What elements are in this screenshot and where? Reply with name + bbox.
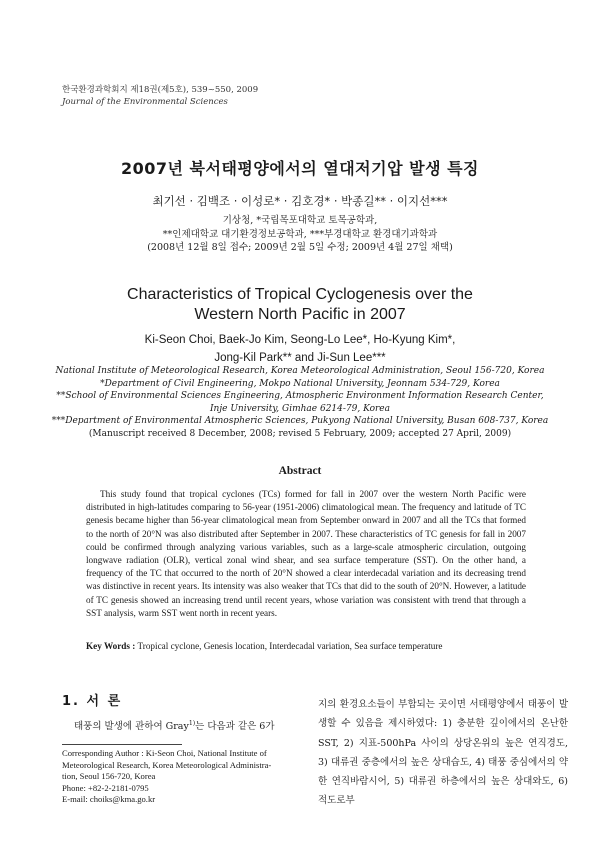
citation-ref: 1) [188,719,196,727]
footnote-email: E-mail: choiks@kma.go.kr [62,794,156,804]
keywords-label: Key Words : [86,641,136,651]
affiliations-korean [0,214,600,255]
authors-korean: 최기선 · 김백조 · 이성로* · 김호경* · 박종길** · 이지선*** [152,194,448,208]
affiliation-en-line: Inje University, Gimhae 6214-79, Korea [210,403,390,414]
keywords-text: Tropical cyclone, Genesis location, Interdecadal variation, Sea surface temperature [137,641,443,651]
affiliation-en-line: ***Department of Environmental Atmospheric Sciences, Pukyong National University, Busan 608-737, Korea [51,416,549,426]
footnote-line: Corresponding Author : Ki-Seon Choi, National Institute of [62,748,267,758]
footnote-line: Phone: +82-2-2181-0795 [62,782,149,793]
intro-paragraph [62,720,307,734]
journal-header [62,84,258,108]
authors-en-line: Ki-Seon Choi, Baek-Jo Kim, Seong-Lo Lee*, Ho-Kyung Kim*, [144,334,456,346]
footnote-divider [62,744,182,745]
authors-en-line: Jong-Kil Park** and Ji-Sun Lee*** [214,352,386,364]
intro-right-column: 지의 환경요소들이 부합되는 곳이면 서태평양에서 태풍이 발생할 수 있음을 제시하였다: 1) 충분한 깊이에서의 온난한 SST, 2) 지표-500hPa 사이의 상당온위의 높은 연직경도, 3) 대류권 중층에서의 높은 상대습도, 4) 태풍 중심에서의 약한 연직바람시어, 5) 대류권 하층에서의 높은 상대와도, 6) 적도로부 [318,699,568,807]
keywords [86,641,546,651]
affiliation-en-line: *Department of Civil Engineering, Mokpo National University, Jeonnam 534-729, Korea [100,378,500,389]
affiliation-kr-line: **인제대학교 대기환경정보공학과, ***부경대학교 환경대기과학과 [162,228,438,240]
journal-name: Journal of the Environmental Sciences [62,97,228,107]
corresponding-author-footnote [62,748,312,806]
title-en-line: Characteristics of Tropical Cyclogenesis over the [127,286,473,303]
authors-english [0,331,600,367]
intro-text: 는 다음과 같은 6가 [195,721,275,732]
title-english [0,285,600,325]
abstract-heading: Abstract [278,465,322,477]
title-en-line: Western North Pacific in 2007 [194,306,406,323]
affiliation-en-line: **School of Environmental Sciences Engineering, Atmospheric Environment Information Research Center, [56,391,544,401]
manuscript-dates: (Manuscript received 8 December, 2008; revised 5 February, 2009; accepted 27 April, 2009) [88,428,512,439]
intro-text: 태풍의 발생에 관하여 Gray [74,721,189,732]
footnote-line: tion, Seoul 156-720, Korea [62,771,156,781]
footnote-line: Meteorological Research, Korea Meteorological Administra- [62,759,272,770]
abstract-text: This study found that tropical cyclones (TCs) formed for fall in 2007 over the western North Pacific were distributed in high-latitudes comparing to 56-year (1951-2006) climatological mean. The frequency and latitude of TC genesis became higher than 56-year climatological mean from September onward in 2007 and all the TCs that formed to the north of 20°N was also distributed after September in 2007. These characteristics of TC genesis for fall in 2007 could be confirmed through analyzing various variables, such as a large-scale atmospheric circulation, outgoing longwave radiation (OLR), vertical zonal wind shear, and sea surface temperature (SST). On the other hand, a frequency of the TC that occurred to the north of 20°N showed a clear interdecadal variation and its decreasing trend was distinctive in recent years. Its intensity was also weaker that TCs that did to the south of 20°N. However, a latitude of TC genesis showed an increasing trend until recent years, whose variation was consistent with trend that through a SST analysis, warm SST went north in recent years. [86,489,526,618]
intro-left-column [62,720,307,734]
affiliation-en-line: National Institute of Meteorological Research, Korea Meteorological Administration, Seoul 156-720, Korea [55,366,545,376]
affiliations-english [40,365,560,440]
journal-citation: 한국환경과학회지 제18권(제5호), 539~550, 2009 [62,85,259,95]
affiliation-kr-line: 기상청, *국립목포대학교 토목공학과, [222,215,378,226]
section-heading-introduction: 1. 서 론 [62,694,123,709]
title-korean: 2007년 북서태평양에서의 열대저기압 발생 특징 [120,159,480,178]
received-dates-kr: (2008년 12월 8일 접수; 2009년 2월 5일 수정; 2009년 4월 27일 채택) [147,242,453,253]
